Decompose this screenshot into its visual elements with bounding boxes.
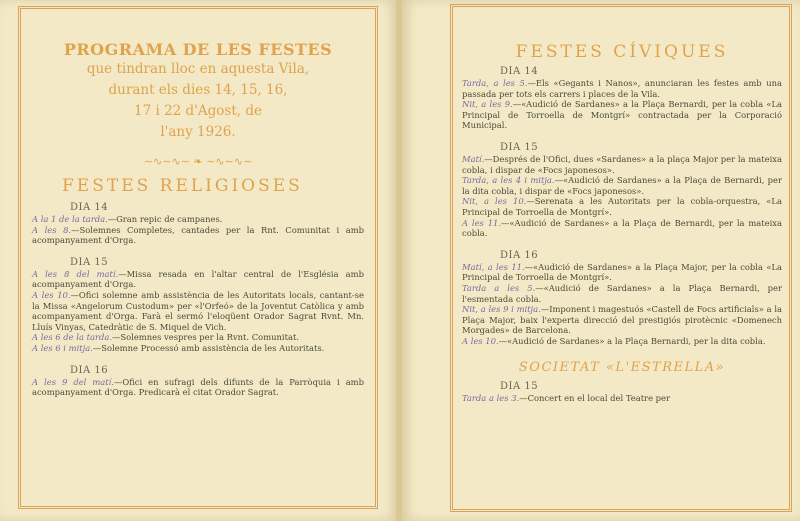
event-entry: Tarda a les 5.—«Audició de Sardanes» a la Plaça Bernardi, per l'esmentada cobla. (462, 282, 782, 304)
subtitle-line: durant els dies 14, 15, 16, (108, 82, 288, 98)
ornament-divider: ∼∿∼∿∼ ❧ ∼∿∼∿∼ (143, 155, 253, 168)
section-heading-civic: FESTES CÍVIQUES (515, 42, 729, 62)
event-entry: Tarda, a les 4 i mitja.—«Audició de Sardanes» a la Plaça de Bernardi, per la dita cobla, i dispar de «Focs japonesos». (462, 175, 782, 196)
event-entry: A les 10.—«Audició de Sardanes» a la Plaça Bernardi, per la dita cobla. (462, 335, 766, 346)
event-entry: A les 6 i mitja.—Solemne Processó amb assistència de les Autoritats. (32, 342, 325, 353)
event-entry: A les 8.—Solemnes Completes, cantades per la Rnt. Comunitat i amb acompanyament d'Orga. (32, 224, 364, 246)
subtitle-line: 17 i 22 d'Agost, de (134, 103, 262, 119)
event-entry: A les 11.—«Audició de Sardanes» a la Plaça de Bernardi, per la mateixa cobla. (462, 217, 783, 239)
left-content (32, 40, 364, 398)
society-heading: SOCIETAT «L'ESTRELLA» (518, 360, 726, 376)
event-entry: Tarda, a les 5.—Els «Gegants i Nanos», anunciaran les festes amb una passada per tots els carrers i places de la Vila. (462, 78, 782, 99)
event-entry: A la 1 de la tarda.—Gran repic de campanes. (32, 214, 223, 224)
event-entry: Nit, a les 10.—Serenata a les Autoritats per la cobla-orquestra, «La Principal de Torroella de Montgrí». (462, 196, 782, 217)
subtitle-line: l'any 1926. (160, 124, 236, 140)
event-entry: A les 9 del matí.—Ofici en sufragi dels difunts de la Parròquia i amb acompanyament d'Orga. Predicarà el citat Orador Sagrat. (32, 376, 364, 398)
event-entry: A les 8 del matí.—Missa resada en l'altar central de l'Església amb acompanyament d'Orga. (32, 268, 364, 290)
event-entry: Matí.—Després de l'Ofici, dues «Sardanes» a la plaça Major per la mateixa cobla, i dispar de «Focs japonesos». (462, 153, 782, 175)
subtitle-line: que tindran lloc en aquesta Vila, (86, 61, 310, 77)
right-page (402, 0, 800, 521)
day-label: DIA 16 (70, 364, 109, 376)
event-entry: Tarda a les 3.—Concert en el local del Teatre per (462, 393, 671, 404)
left-page (0, 0, 398, 521)
day-label: DIA 16 (500, 249, 539, 261)
day-label: DIA 15 (500, 381, 539, 393)
right-content (462, 38, 782, 404)
day-label: DIA 14 (70, 202, 109, 213)
section-heading-religious: FESTES RELIGIOSES (62, 176, 303, 196)
event-entry: A les 6 de la tarda.—Solemnes vespres per la Rvnt. Comunitat. (32, 332, 299, 343)
event-entry: Matí, a les 11.—«Audició de Sardanes» a la Plaça Major, per la cobla «La Principal de Torroella de Montgrí». (462, 261, 783, 283)
event-entry: Nit, a les 9 i mitja.—Imponent i magestuós «Castell de Focs artificials» a la Plaça Major, baix l'experta direcció del prestigiós pirotècnic «Domenech Morgades» de Barcelona. (462, 304, 782, 336)
day-label: DIA 15 (70, 256, 109, 268)
event-entry: Nit, a les 9.—«Audició de Sardanes» a la Plaça Bernardi, per la cobla «La Principal de Torroella de Montgrí» contractada per la Corporació Municipal. (462, 99, 782, 131)
program-title: PROGRAMA DE LES FESTES (63, 40, 333, 59)
event-entry: A les 10.—Ofici solemne amb assistència de les Autoritats locals, cantant-se la Missa «Angelorum Custodum» per «l'Orfeó» de la Joventut Catòlica y amb acompanyament d'Orga. Farà el sermó l'eloqüent Orador Sagrat Rvnt. Mn. Lluís Vinyas, Catedràtic de S. Miquel de Vich. (32, 289, 365, 332)
day-label: DIA 14 (500, 66, 539, 77)
day-label: DIA 15 (500, 141, 539, 153)
